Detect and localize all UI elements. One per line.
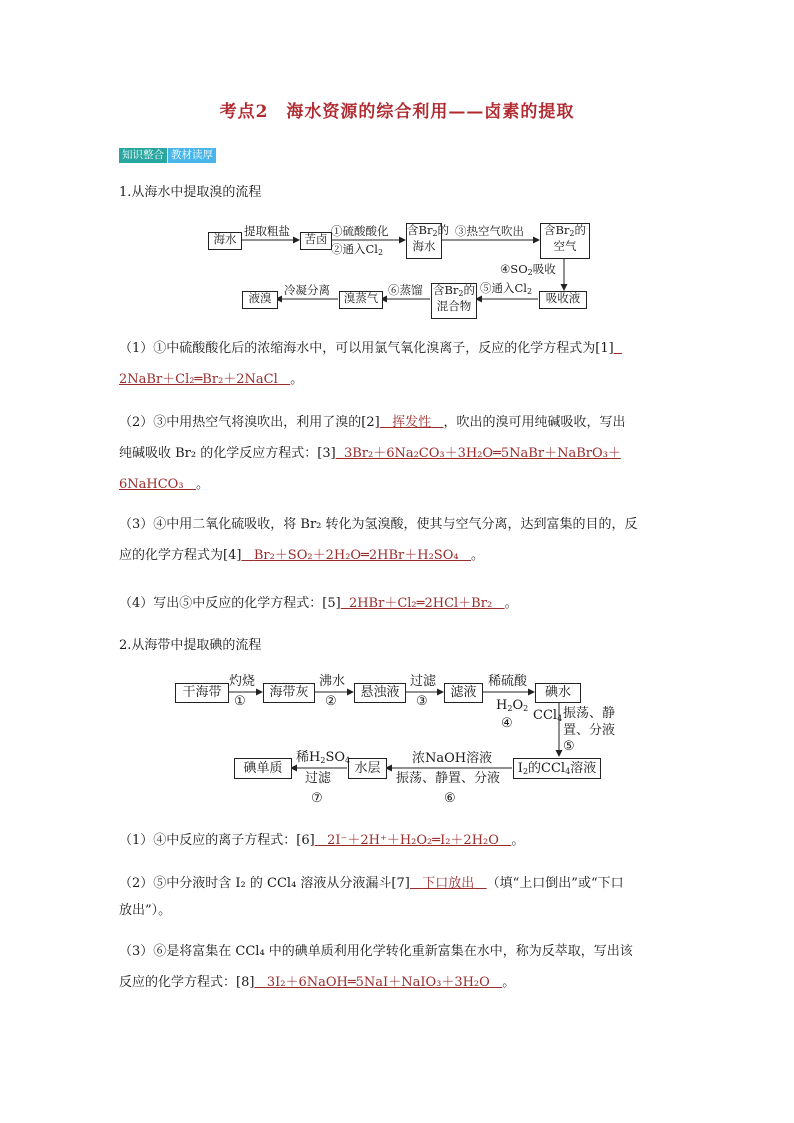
box-seawater: 海水 bbox=[208, 232, 242, 250]
label-filter-2: 过滤 bbox=[305, 771, 332, 786]
s1-q2-line3: 6NaHCO₃ 。 bbox=[119, 477, 209, 492]
s2-q3-line1: （3）⑥是将富集在 CCl₄ 中的碘单质利用化学转化重新富集在水中，称为反萃取，写出该 bbox=[119, 944, 633, 959]
s1-q1-text: （1）①中硫酸酸化后的浓缩海水中，可以用氯气氧化溴离子，反应的化学方程式为[1] bbox=[119, 341, 614, 356]
box-br-seawater: 含$Br_2$的 海水 bbox=[406, 223, 442, 259]
s1-q4: （4）写出⑤中反应的化学方程式：[5] 2HBr＋Cl₂═2HCl＋Br₂ 。 bbox=[119, 596, 518, 611]
answer-1: 2NaBr＋Cl₂═Br₂＋2NaCl bbox=[119, 372, 278, 387]
answer-6: 2I⁻＋2H⁺＋H₂O₂═I₂＋2H₂O bbox=[327, 833, 499, 848]
box-br-air: 含$Br_2$的 空气 bbox=[540, 223, 590, 259]
label-ccl4: CCl$_4$ bbox=[533, 708, 563, 723]
box-liquid-br: 液溴 bbox=[242, 291, 278, 309]
s2-q3-line2: 反应的化学方程式：[8] 3I₂＋6NaOH═5NaI＋NaIO₃＋3H₂O 。 bbox=[119, 975, 516, 990]
label-naoh: 浓NaOH溶液 bbox=[412, 751, 493, 766]
label-condense: 冷凝分离 bbox=[284, 283, 330, 297]
label-acidify: ①硫酸酸化 bbox=[331, 224, 389, 238]
box-kelp-ash: 海带灰 bbox=[263, 683, 315, 703]
box-br-mixture: 含$Br_2$的 混合物 bbox=[431, 283, 477, 319]
label-step-5: ⑤ bbox=[563, 739, 575, 754]
section1-heading: 1.从海水中提取溴的流程 bbox=[119, 185, 262, 200]
answer-3b: 6NaHCO₃ bbox=[119, 477, 184, 492]
label-settle: 置、分液 bbox=[563, 723, 616, 738]
label-step-4: ④ bbox=[501, 716, 513, 731]
label-burn: 灼烧 bbox=[229, 674, 256, 689]
label-so2-absorb: $④SO_2$吸收 bbox=[500, 262, 556, 277]
s1-q3-line2: 应的化学方程式为[4] Br₂＋SO₂＋2H₂O═2HBr＋H₂SO₄ 。 bbox=[119, 548, 485, 563]
s2-q1: （1）④中反应的离子方程式：[6] 2I⁻＋2H⁺＋H₂O₂═I₂＋2H₂O 。 bbox=[119, 833, 525, 848]
label-dilute-h2so4: 稀$H_2SO_4$ bbox=[296, 750, 351, 765]
answer-8: 3I₂＋6NaOH═5NaI＋NaIO₃＋3H₂O bbox=[266, 975, 490, 990]
label-boiling-water: 沸水 bbox=[319, 674, 346, 689]
answer-5: 2HBr＋Cl₂═2HCl＋Br₂ bbox=[348, 596, 493, 611]
label-extract-salt: 提取粗盐 bbox=[244, 224, 290, 238]
box-absorb-liquid: 吸收液 bbox=[539, 291, 587, 309]
box-iodine-water: 碘水 bbox=[535, 683, 581, 703]
label-step-1: ① bbox=[234, 694, 246, 709]
label-shake: 振荡、静 bbox=[563, 706, 616, 721]
label-dilute-acid: 稀硫酸 bbox=[488, 674, 528, 689]
box-filtrate: 滤液 bbox=[444, 683, 483, 703]
s1-q2-line1: （2）③中用热空气将溴吹出，利用了溴的[2] 挥发性 ，吹出的溴可用纯碱吸收，写出 bbox=[119, 415, 626, 430]
answer-4: Br₂＋SO₂＋2H₂O═2HBr＋H₂SO₄ bbox=[253, 548, 459, 563]
tag-textbook: 教材读厚 bbox=[168, 148, 216, 163]
label-step-6: ⑥ bbox=[444, 791, 456, 806]
box-i2-ccl4: $I_2$的CCl$_4$溶液 bbox=[513, 758, 601, 779]
label-step-2: ② bbox=[325, 694, 337, 709]
s1-q2-line2: 纯碱吸收 Br₂ 的化学反应方程式：[3] 3Br₂＋6Na₂CO₃＋3H₂O═5NaBr＋NaBrO₃＋ bbox=[119, 446, 621, 461]
label-shake-settle: 振荡、静置、分液 bbox=[396, 771, 501, 786]
tag-knowledge: 知识整合 bbox=[119, 148, 167, 163]
box-br-vapor: 溴蒸气 bbox=[339, 291, 383, 309]
answer-3a: 3Br₂＋6Na₂CO₃＋3H₂O═5NaBr＋NaBrO₃＋ bbox=[343, 446, 621, 461]
answer-2: 挥发性 bbox=[392, 415, 432, 430]
label-distill: ⑥蒸馏 bbox=[388, 283, 423, 297]
label-step-7: ⑦ bbox=[311, 791, 323, 806]
label-step-3: ③ bbox=[416, 694, 428, 709]
s2-q2-line2: 放出”）。 bbox=[119, 903, 172, 918]
label-add-cl2: ②通入$Cl_2$ bbox=[331, 242, 384, 257]
label-filter: 过滤 bbox=[410, 674, 437, 689]
box-bittern: 苦卤 bbox=[300, 232, 332, 250]
s1-q3-line1: （3）④中用二氧化硫吸收，将 Br₂ 转化为氢溴酸，使其与空气分离，达到富集的目的，反 bbox=[119, 517, 638, 532]
page-title: 考点2 海水资源的综合利用——卤素的提取 bbox=[219, 102, 575, 122]
box-iodine: 碘单质 bbox=[234, 758, 292, 779]
box-water-layer: 水层 bbox=[348, 758, 387, 779]
label-add-cl2-5: ⑤通入$Cl_2$ bbox=[480, 281, 533, 296]
answer-7: 下口放出 bbox=[422, 876, 475, 891]
label-h2o2: $H_2O_2$ bbox=[496, 698, 529, 713]
s1-q1-answer-line: 2NaBr＋Cl₂═Br₂＋2NaCl 。 bbox=[119, 372, 304, 387]
box-suspension: 悬浊液 bbox=[354, 683, 406, 703]
s2-q2-line1: （2）⑤中分液时含 I₂ 的 CCl₄ 溶液从分液漏斗[7] 下口放出 （填“上口倒出”或“下口 bbox=[119, 876, 624, 891]
label-hot-air: ③热空气吹出 bbox=[455, 224, 524, 238]
box-dry-kelp: 干海带 bbox=[175, 683, 229, 703]
section2-heading: 2.从海带中提取碘的流程 bbox=[119, 638, 262, 653]
